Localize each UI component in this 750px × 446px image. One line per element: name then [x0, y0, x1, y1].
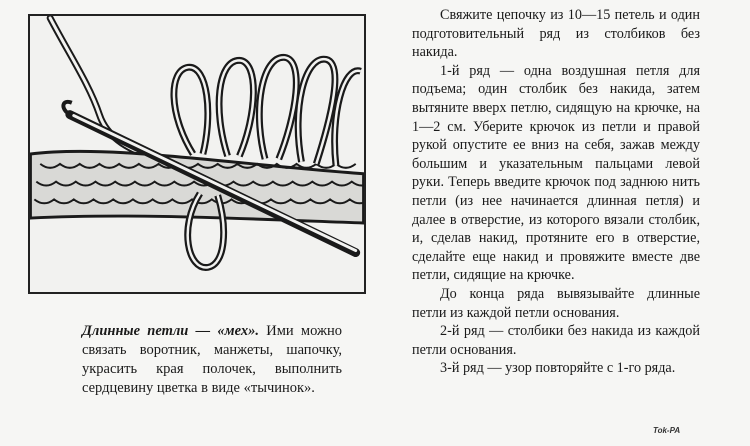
- caption-body: Ими можно связать воротник, манжеты, шапочку, украсить края полочек, выполнить сердцевину цветка в виде «тычинок».: [82, 323, 343, 396]
- instruction-paragraph: 2-й ряд — столбики без накида из каждой петли основания.: [412, 323, 700, 358]
- instruction-paragraph: 1-й ряд — одна воздушная петля для подъема; один столбик без накида, затем вытяните вверх петлю, сидящую на крючке, на 1—2 см. Уберите крючок из петли и правой рукой опустите ее вниз на себя, зажав между большим и указательным пальцами левой руки. Теперь введите крючок под заднюю нить петли (из нее начинается длинная петля) и далее в отверстие, из которого вязали столбик, и, сделав накид, протяните его в отверстие, сделайте еще накид и провяжите вместе две петли, сидящие на крючке.: [412, 62, 700, 284]
- source-credit: Tok-PA: [653, 426, 681, 435]
- instruction-paragraph: Свяжите цепочку из 10—15 петель и один подготовительный ряд из столбиков без накида.: [412, 7, 700, 61]
- figure-caption: [82, 322, 342, 398]
- instruction-paragraph: До конца ряда вывязывайте длинные петли из каждой петли основания.: [412, 285, 700, 321]
- instruction-paragraph: 3-й ряд — узор повторяйте с 1-го ряда.: [440, 360, 676, 377]
- caption-lead: Длинные петли — «мех».: [82, 323, 259, 339]
- instructions-column: [412, 6, 700, 378]
- crochet-hook-illustration: [30, 16, 364, 292]
- illustration-long-loops: [28, 14, 366, 294]
